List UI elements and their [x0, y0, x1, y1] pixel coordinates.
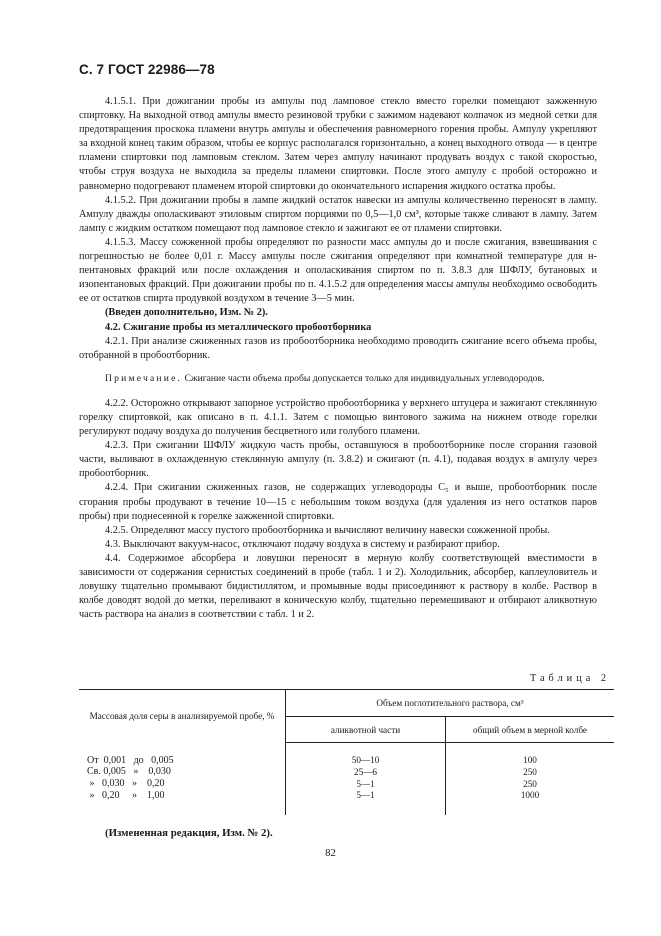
- paragraph-4-2-4: 4.2.4. При сжигании сжиженных газов, не содержащих углеводороды С₅ и выше, пробоотборник после сгорания пробы продувают в течение 10—15 с небольшим током воздуха (для удаления из него остатков паров пробы) при поднесенной к горелке зажженной спиртовки.: [79, 482, 597, 522]
- table-row-total: 1000: [520, 790, 540, 801]
- body-text: [79, 95, 597, 622]
- col-header-sulfur: Массовая доля серы в анализируемой пробе, %: [79, 690, 286, 743]
- table-row-total: 100: [523, 755, 537, 765]
- table-row-range: » 0,20 » 1,00: [87, 789, 165, 801]
- section-title: 4.2. Сжигание пробы из металлического пробоотборника: [105, 321, 372, 333]
- table-caption: Таблица 2: [529, 673, 610, 684]
- table-2: [79, 689, 614, 815]
- note-label: Примечание.: [105, 372, 183, 384]
- col-header-group: Объем поглотительного раствора, см³: [286, 690, 615, 717]
- note-text: Сжигание части объема пробы допускается только для индивидуальных углеводородов.: [182, 372, 545, 384]
- aliquot-cell: [286, 743, 446, 815]
- page-number: 82: [325, 847, 336, 859]
- table-row-range: Св. 0,005 » 0,030: [87, 766, 171, 778]
- table-row-range: » 0,030 » 0,20: [87, 778, 165, 790]
- introduced-note: (Введен дополнительно, Изм. № 2).: [105, 307, 268, 319]
- table-row-aliquot: 25—6: [354, 766, 377, 777]
- amended-note: (Измененная редакция, Изм. № 2).: [105, 827, 273, 839]
- paragraph-4-1-5-2: 4.1.5.2. При дожигании пробы в лампе жидкий остаток навески из ампулы количественно переносят в лампу. Ампулу дважды ополаскивают этиловым спиртом порциями по 0,5—1,0 см³, которые также сливают в лампу. Затем лампу с жидким остатком помещают под ламповое стекло и зажигают ее от пламени спиртовки.: [79, 194, 597, 234]
- paragraph-4-2-5: 4.2.5. Определяют массу пустого пробоотборника и вычисляют величину навески сожженной пробы.: [105, 524, 550, 536]
- table-row-total: 250: [523, 766, 537, 777]
- table-row-range: От 0,001 до 0,005: [87, 754, 174, 766]
- paragraph-4-2-3: 4.2.3. При сжигании ШФЛУ жидкую часть пробы, оставшуюся в пробоотборнике после сгорания газовой части, выливают в охлажденную стеклянную ампулу (п. 3.8.2) и сжигают (п. 4.1), подавая воздух в ампулу через пробоотборник.: [79, 440, 597, 480]
- col-header-aliquot: аликвотной части: [286, 717, 446, 743]
- paragraph-4-4: 4.4. Содержимое абсорбера и ловушки переносят в мерную колбу соответствующей вместимости в зависимости от содержания сернистых соединений в пробе (табл. 1 и 2). Холодильник, абсорбер, каплеуловитель и ловушку тщательно промывают бидистиллятом, и промывные воды присоединяют к раствору в колбе. Раствор в колбе доводят водой до метки, переливают в коническую колбу, тщательно перемешивают и отбирают аликвотную часть раствора на анализ в соответствии с табл. 1 и 2.: [79, 552, 597, 621]
- col-header-total: общий объем в мерной колбе: [446, 717, 615, 743]
- paragraph-4-2-1: 4.2.1. При анализе сжиженных газов из пробоотборника необходимо проводить сжигание всего объема пробы, отобранной в пробоотборник.: [79, 335, 597, 361]
- table-row-aliquot: 50—10: [351, 755, 380, 765]
- page-header: С. 7 ГОСТ 22986—78: [79, 62, 215, 77]
- ranges-cell: [79, 743, 286, 815]
- table-row-aliquot: 5—1: [356, 778, 375, 789]
- paragraph-4-3: 4.3. Выключают вакуум-насос, отключают подачу воздуха в систему и разбирают прибор.: [105, 538, 500, 550]
- paragraph-4-1-5-1: 4.1.5.1. При дожигании пробы из ампулы под ламповое стекло вместо горелки помещают зажженную спиртовку. На выходной отвод ампулы вместо резиновой трубки с зажимом надевают колпачок из медной сетки для предотвращения проскока пламени внутрь ампулы и обеспечения равномерного горения пробы. Ампулу укрепляют за входной конец таким образом, чтобы ее корпус располагался горизонтально, а конец выходного отвода — в центре пламени спиртовки под ламповым стеклом. Затем через ампулу начинают продувать воздух с такой скоростью, чтобы струя воздуха не выходила за пределы пламени спиртовки. После этого ампулу с пробой осторожно и равномерно подогревают пламенем второй спиртовки до окончательного испарения жидкого остатка пробы.: [79, 96, 597, 192]
- paragraph-4-1-5-3: 4.1.5.3. Массу сожженной пробы определяют по разности масс ампулы до и после сжигания, взвешивания с погрешностью не более 0,01 г. Массу ампулы после сжигания определяют при комнатной температуре для н-пентановых фракций или после охлаждения и ополаскивания спиртом по п. 3.8.3 для ШФЛУ, бутановых и изопентановых фракций. При дожигании пробы по п. 4.1.5.2 для определения массы ампулы необходимо освободить ее от остатков спирта продувкой воздухом в течение 3—5 мин.: [79, 236, 597, 305]
- total-cell: [446, 743, 615, 815]
- note: [79, 372, 597, 386]
- table-row-total: 250: [523, 778, 537, 789]
- paragraph-4-2-2: 4.2.2. Осторожно открывают запорное устройство пробоотборника у верхнего штуцера и зажигают стеклянную горелку спиртовкой, как описано в п. 4.1.1. Затем с помощью винтового зажима на нижнем отводе горелки регулируют подачу воздуха до получения бесцветного или голубого пламени.: [79, 397, 597, 438]
- table-row-aliquot: 5—1: [356, 790, 375, 801]
